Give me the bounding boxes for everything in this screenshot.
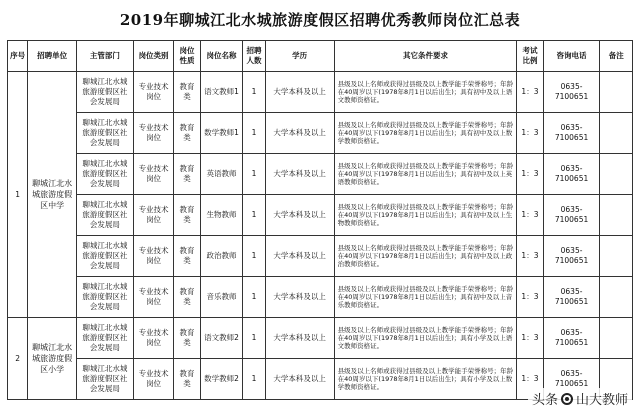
cell-count: 1 — [243, 277, 265, 318]
cell-count: 1 — [243, 195, 265, 236]
watermark-suffix: 山大教师 — [575, 393, 628, 408]
cell-ratio: 1：3 — [517, 318, 543, 359]
table-header-row — [8, 41, 633, 72]
cell-dept: 聊城江北水城旅游度假区社会发展局 — [76, 359, 133, 400]
cell-post: 生物教师 — [200, 195, 243, 236]
cell-ratio: 1：3 — [517, 113, 543, 154]
cell-post: 语文教师1 — [200, 72, 243, 113]
cell-req: 县级及以上名师或获得过县级及以上教学能手荣誉称号；年龄在40周岁以下(1978年8月1日以后出生)；具有初中及以上生物教师资格证。 — [334, 195, 517, 236]
cell-nature: 教育类 — [174, 359, 200, 400]
cell-post: 英语教师 — [200, 154, 243, 195]
cell-edu: 大学本科及以上 — [265, 318, 334, 359]
cell-nature: 教育类 — [174, 277, 200, 318]
header-req: 其它条件要求 — [334, 41, 517, 72]
cell-category: 专业技术岗位 — [133, 113, 174, 154]
cell-phone: 0635-7100651 — [543, 72, 600, 113]
cell-edu: 大学本科及以上 — [265, 277, 334, 318]
table-row — [8, 236, 633, 277]
cell-ratio: 1：3 — [517, 154, 543, 195]
cell-ratio: 1：3 — [517, 72, 543, 113]
table-row — [8, 318, 633, 359]
cell-ratio: 1：3 — [517, 236, 543, 277]
cell-note — [600, 277, 633, 318]
header-category: 岗位类别 — [133, 41, 174, 72]
watermark — [528, 388, 632, 409]
header-unit: 招聘单位 — [28, 41, 77, 72]
cell-note — [600, 195, 633, 236]
header-ratio: 考试比例 — [517, 41, 543, 72]
cell-category: 专业技术岗位 — [133, 277, 174, 318]
cell-count: 1 — [243, 113, 265, 154]
cell-phone: 0635-7100651 — [543, 154, 600, 195]
recruitment-table — [7, 40, 633, 400]
cell-dept: 聊城江北水城旅游度假区社会发展局 — [76, 195, 133, 236]
cell-dept: 聊城江北水城旅游度假区社会发展局 — [76, 72, 133, 113]
cell-post: 政治教师 — [200, 236, 243, 277]
cell-phone: 0635-7100651 — [543, 277, 600, 318]
table-row — [8, 113, 633, 154]
cell-dept: 聊城江北水城旅游度假区社会发展局 — [76, 236, 133, 277]
cell-req: 县级及以上名师或获得过县级及以上教学能手荣誉称号；年龄在40周岁以下(1978年8月1日以后出生)；具有小学及以上语文教师资格证。 — [334, 318, 517, 359]
cell-note — [600, 113, 633, 154]
cell-req: 县级及以上名师或获得过县级及以上教学能手荣誉称号；年龄在40周岁以下(1978年8月1日以后出生)；具有初中及以上语文教师资格证。 — [334, 72, 517, 113]
cell-note — [600, 72, 633, 113]
cell-edu: 大学本科及以上 — [265, 154, 334, 195]
cell-category: 专业技术岗位 — [133, 236, 174, 277]
cell-category: 专业技术岗位 — [133, 154, 174, 195]
cell-phone: 0635-7100651 — [543, 359, 600, 400]
cell-category: 专业技术岗位 — [133, 359, 174, 400]
group-seq: 1 — [8, 72, 28, 318]
header-note: 备注 — [600, 41, 633, 72]
table-row — [8, 277, 633, 318]
cell-phone: 0635-7100651 — [543, 113, 600, 154]
cell-count: 1 — [243, 318, 265, 359]
cell-count: 1 — [243, 359, 265, 400]
cell-note — [600, 154, 633, 195]
header-nature: 岗位性质 — [174, 41, 200, 72]
cell-edu: 大学本科及以上 — [265, 359, 334, 400]
cell-post: 数学教师2 — [200, 359, 243, 400]
header-seq: 序号 — [8, 41, 28, 72]
cell-dept: 聊城江北水城旅游度假区社会发展局 — [76, 277, 133, 318]
cell-dept: 聊城江北水城旅游度假区社会发展局 — [76, 154, 133, 195]
cell-dept: 聊城江北水城旅游度假区社会发展局 — [76, 318, 133, 359]
cell-ratio: 1：3 — [517, 195, 543, 236]
watermark-prefix: 头条 — [531, 393, 558, 408]
header-post: 岗位名称 — [200, 41, 243, 72]
cell-note — [600, 236, 633, 277]
cell-post: 语文教师2 — [200, 318, 243, 359]
group-seq: 2 — [8, 318, 28, 400]
cell-dept: 聊城江北水城旅游度假区社会发展局 — [76, 113, 133, 154]
cell-count: 1 — [243, 72, 265, 113]
header-dept: 主管部门 — [76, 41, 133, 72]
cell-nature: 教育类 — [174, 195, 200, 236]
cell-req: 县级及以上名师或获得过县级及以上教学能手荣誉称号；年龄在40周岁以下(1978年8月1日以后出生)；具有初中及以上数学教师资格证。 — [334, 113, 517, 154]
header-edu: 学历 — [265, 41, 334, 72]
cell-ratio: 1：3 — [517, 359, 543, 400]
cell-phone: 0635-7100651 — [543, 195, 600, 236]
group-unit: 聊城江北水城旅游度假区中学 — [28, 72, 77, 318]
cell-nature: 教育类 — [174, 318, 200, 359]
cell-phone: 0635-7100651 — [543, 236, 600, 277]
cell-nature: 教育类 — [174, 154, 200, 195]
table-row — [8, 154, 633, 195]
table-row — [8, 72, 633, 113]
cell-phone: 0635-7100651 — [543, 318, 600, 359]
page-title: 2019年聊城江北水城旅游度假区招聘优秀教师岗位汇总表 — [119, 11, 521, 29]
cell-ratio: 1：3 — [517, 277, 543, 318]
cell-edu: 大学本科及以上 — [265, 195, 334, 236]
cell-post: 音乐教师 — [200, 277, 243, 318]
cell-req: 县级及以上名师或获得过县级及以上教学能手荣誉称号；年龄在40周岁以下(1978年8月1日以后出生)；具有初中及以上英语教师资格证。 — [334, 154, 517, 195]
cell-note — [600, 318, 633, 359]
group-unit: 聊城江北水城旅游度假区小学 — [28, 318, 77, 400]
table-row — [8, 195, 633, 236]
cell-category: 专业技术岗位 — [133, 195, 174, 236]
cell-category: 专业技术岗位 — [133, 72, 174, 113]
header-count: 招聘人数 — [243, 41, 265, 72]
cell-count: 1 — [243, 154, 265, 195]
cell-req: 县级及以上名师或获得过县级及以上教学能手荣誉称号；年龄在40周岁以下(1978年8月1日以后出生)；具有初中及以上政治教师资格证。 — [334, 236, 517, 277]
cell-post: 数学教师1 — [200, 113, 243, 154]
cell-edu: 大学本科及以上 — [265, 236, 334, 277]
cell-req: 县级及以上名师或获得过县级及以上教学能手荣誉称号；年龄在40周岁以下(1978年8月1日以后出生)；具有小学及以上数学教师资格证。 — [334, 359, 517, 400]
cell-nature: 教育类 — [174, 72, 200, 113]
header-phone: 咨询电话 — [543, 41, 600, 72]
cell-nature: 教育类 — [174, 236, 200, 277]
cell-edu: 大学本科及以上 — [265, 113, 334, 154]
cell-edu: 大学本科及以上 — [265, 72, 334, 113]
cell-category: 专业技术岗位 — [133, 318, 174, 359]
at-icon — [561, 393, 573, 405]
cell-req: 县级及以上名师或获得过县级及以上教学能手荣誉称号；年龄在40周岁以下(1978年8月1日以后出生)；具有初中及以上音乐教师资格证。 — [334, 277, 517, 318]
cell-nature: 教育类 — [174, 113, 200, 154]
cell-count: 1 — [243, 236, 265, 277]
